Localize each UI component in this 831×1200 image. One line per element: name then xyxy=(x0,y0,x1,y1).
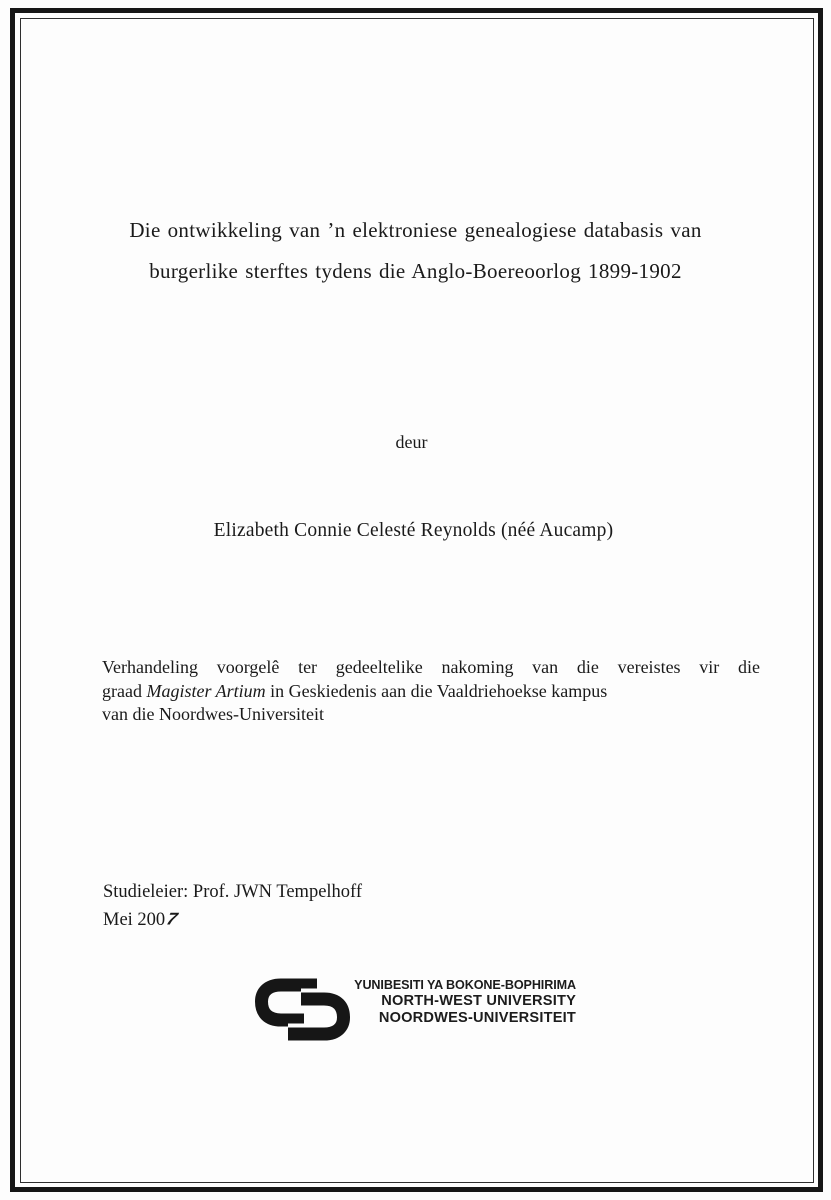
degree-statement-line2-post: in Geskiedenis aan die Vaaldriehoekse kampus xyxy=(265,680,608,701)
byline-deur: deur xyxy=(395,432,428,452)
thesis-title-line1: Die ontwikkeling van ’n elektroniese genealogiese databasis van xyxy=(129,218,702,242)
degree-statement xyxy=(102,656,760,727)
date-seven-glyph: 7 xyxy=(162,908,182,928)
degree-statement-line3: van die Noordwes-Universiteit xyxy=(102,704,324,724)
degree-statement-line2 xyxy=(102,680,760,704)
degree-name-italic: Magister Artium xyxy=(146,680,266,701)
logo-line-english: NORTH-WEST UNIVERSITY xyxy=(381,993,576,1009)
university-logo-text xyxy=(354,977,576,1027)
date-prefix: Mei 200 xyxy=(103,909,166,930)
thesis-title-line2: burgerlike sterftes tydens die Anglo-Boereoorlog 1899-1902 xyxy=(149,259,682,283)
logo-line-afrikaans: NOORDWES-UNIVERSITEIT xyxy=(378,1010,576,1026)
date-line xyxy=(103,906,362,934)
degree-statement-line1: Verhandeling voorgelê ter gedeeltelike nakoming van die vereistes vir die xyxy=(102,657,760,677)
thesis-title xyxy=(40,210,791,292)
logo-line-setswana: YUNIBESITI YA BOKONE-BOPHIRIMA xyxy=(354,978,576,992)
nwu-chain-link-icon xyxy=(255,970,350,1052)
supervisor-line: Studieleier: Prof. JWN Tempelhoff xyxy=(103,882,363,902)
university-logo xyxy=(255,970,576,1052)
author-name: Elizabeth Connie Celesté Reynolds (néé Aucamp) xyxy=(213,520,614,541)
degree-statement-line2-pre: graad xyxy=(102,680,147,701)
supervisor-block xyxy=(103,880,362,933)
